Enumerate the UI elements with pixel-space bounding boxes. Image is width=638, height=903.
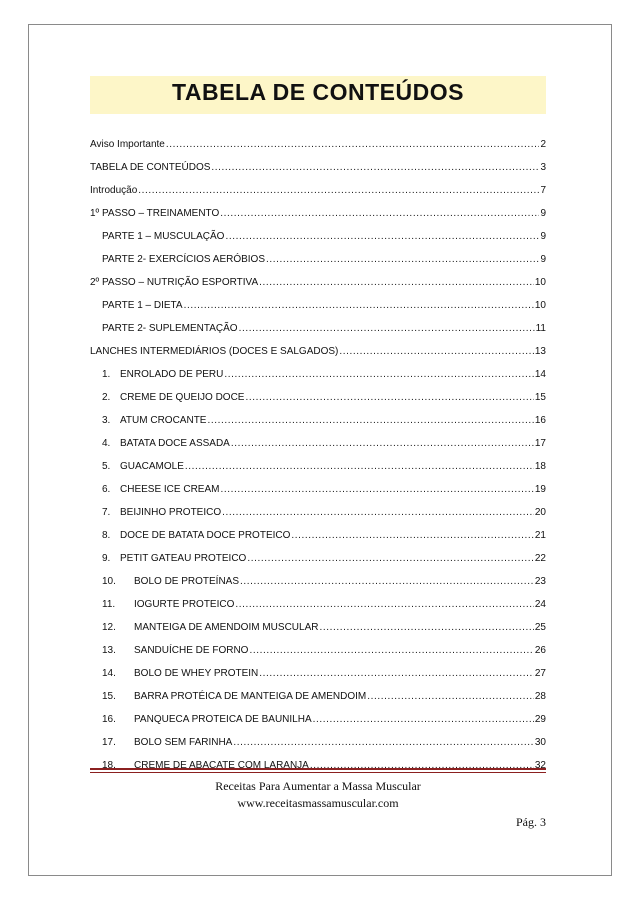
- toc-entry-number: 12.: [102, 622, 116, 633]
- toc-entry[interactable]: [90, 335, 546, 358]
- toc-entry-label: BOLO DE WHEY PROTEIN: [134, 668, 259, 679]
- toc-entry-page: 15: [534, 392, 546, 403]
- toc-entry-page: 9: [540, 254, 546, 265]
- toc-entry-page: 7: [540, 185, 546, 196]
- toc-entry-label: MANTEIGA DE AMENDOIM MUSCULAR: [134, 622, 319, 633]
- toc-leader-dots: [310, 760, 534, 772]
- toc-entry-label: BARRA PROTÉICA DE MANTEIGA DE AMENDOIM: [134, 691, 367, 702]
- toc-recipe-entry[interactable]: [90, 404, 546, 427]
- toc-recipe-entry[interactable]: [90, 726, 546, 749]
- toc-leader-dots: [138, 185, 539, 197]
- toc-entry-page: 20: [534, 507, 546, 518]
- toc-entry-label: GUACAMOLE: [120, 461, 184, 472]
- toc-recipe-entry[interactable]: [90, 427, 546, 450]
- toc-entry-number: 18.: [102, 760, 116, 771]
- toc-leader-dots: [184, 300, 534, 312]
- toc-entry-page: 26: [534, 645, 546, 656]
- toc-entry-page: 32: [534, 760, 546, 771]
- toc-entry-page: 22: [534, 553, 546, 564]
- toc-entry-page: 9: [540, 208, 546, 219]
- page-number: Pág. 3: [516, 815, 546, 829]
- toc-entry-label: ENROLADO DE PERU: [120, 369, 224, 380]
- toc-leader-dots: [220, 484, 533, 496]
- toc-entry-label: PARTE 2- EXERCÍCIOS AERÓBIOS: [102, 254, 266, 265]
- toc-leader-dots: [231, 438, 534, 450]
- toc-entry-page: 25: [534, 622, 546, 633]
- toc-leader-dots: [185, 461, 534, 473]
- toc-entry-page: 11: [535, 323, 546, 334]
- toc-entry-page: 16: [534, 415, 546, 426]
- toc-entry-page: 24: [534, 599, 546, 610]
- toc-entry-number: 8.: [102, 530, 111, 541]
- toc-entry[interactable]: [90, 128, 546, 151]
- toc-entry-number: 15.: [102, 691, 116, 702]
- toc-leader-dots: [259, 277, 534, 289]
- toc-entry[interactable]: [90, 151, 546, 174]
- toc-entry-label: 2º PASSO – NUTRIÇÃO ESPORTIVA: [90, 277, 259, 288]
- toc-entry-number: 5.: [102, 461, 111, 472]
- page-title: TABELA DE CONTEÚDOS: [172, 79, 464, 105]
- toc-entry-number: 2.: [102, 392, 111, 403]
- toc-leader-dots: [220, 208, 539, 220]
- toc-recipe-entry[interactable]: [90, 519, 546, 542]
- toc-subentry[interactable]: [90, 312, 546, 335]
- toc-entry-page: 10: [534, 300, 546, 311]
- toc-leader-dots: [225, 231, 539, 243]
- toc-entry-number: 3.: [102, 415, 111, 426]
- toc-recipe-entry[interactable]: [90, 450, 546, 473]
- toc-entry-label: IOGURTE PROTEICO: [134, 599, 235, 610]
- toc-entry-number: 9.: [102, 553, 111, 564]
- toc-leader-dots: [224, 369, 534, 381]
- toc-leader-dots: [319, 622, 533, 634]
- toc-entry-number: 16.: [102, 714, 116, 725]
- toc-entry-page: 2: [540, 139, 546, 150]
- toc-recipe-entry[interactable]: [90, 680, 546, 703]
- toc-entry[interactable]: [90, 174, 546, 197]
- toc-entry-label: 1º PASSO – TREINAMENTO: [90, 208, 220, 219]
- toc-entry-page: 30: [534, 737, 546, 748]
- toc-entry-label: PARTE 1 – DIETA: [102, 300, 183, 311]
- toc-entry-page: 17: [534, 438, 546, 449]
- toc-recipe-entry[interactable]: [90, 634, 546, 657]
- toc-entry[interactable]: [90, 266, 546, 289]
- footer-website: www.receitasmassamuscular.com: [237, 796, 399, 810]
- toc-entry-number: 10.: [102, 576, 116, 587]
- toc-entry-label: CREME DE QUEIJO DOCE: [120, 392, 245, 403]
- toc-entry-page: 13: [534, 346, 546, 357]
- toc-entry-page: 29: [534, 714, 546, 725]
- toc-entry-label: DOCE DE BATATA DOCE PROTEICO: [120, 530, 291, 541]
- toc-leader-dots: [249, 645, 533, 657]
- toc-leader-dots: [166, 139, 540, 151]
- toc-entry-page: 23: [534, 576, 546, 587]
- toc-leader-dots: [239, 323, 535, 335]
- footer-book-title: Receitas Para Aumentar a Massa Muscular: [215, 779, 421, 793]
- toc-entry-number: 1.: [102, 369, 111, 380]
- toc-entry-label: BOLO DE PROTEÍNAS: [134, 576, 240, 587]
- toc-leader-dots: [233, 737, 534, 749]
- toc-entry-label: PARTE 1 – MUSCULAÇÃO: [102, 231, 225, 242]
- toc-entry-label: LANCHES INTERMEDIÁRIOS (DOCES E SALGADOS): [90, 346, 339, 357]
- toc-leader-dots: [313, 714, 534, 726]
- toc-recipe-entry[interactable]: [90, 381, 546, 404]
- toc-entry-page: 18: [534, 461, 546, 472]
- toc-subentry[interactable]: [90, 220, 546, 243]
- toc-entry-label: PETIT GATEAU PROTEICO: [120, 553, 247, 564]
- toc-entry-number: 6.: [102, 484, 111, 495]
- toc-entry-label: SANDUÍCHE DE FORNO: [134, 645, 249, 656]
- toc-entry-label: Introdução: [90, 185, 138, 196]
- toc-recipe-entry[interactable]: [90, 703, 546, 726]
- toc-leader-dots: [211, 162, 539, 174]
- toc-entry-label: BEIJINHO PROTEICO: [120, 507, 222, 518]
- toc-entry-number: 14.: [102, 668, 116, 679]
- toc-entry-page: 28: [534, 691, 546, 702]
- toc-entry-page: 21: [534, 530, 546, 541]
- toc-recipe-entry[interactable]: [90, 473, 546, 496]
- toc-entry-number: 11.: [102, 599, 116, 610]
- toc-entry-label: TABELA DE CONTEÚDOS: [90, 162, 211, 173]
- toc-entry-number: 4.: [102, 438, 111, 449]
- toc-leader-dots: [367, 691, 534, 703]
- toc-leader-dots: [259, 668, 534, 680]
- toc-entry-page: 3: [540, 162, 546, 173]
- toc-entry-label: CREME DE ABACATE COM LARANJA: [134, 760, 309, 771]
- toc-entry-label: PANQUECA PROTEICA DE BAUNILHA: [134, 714, 312, 725]
- toc-entry-number: 13.: [102, 645, 116, 656]
- table-of-contents: [90, 128, 546, 772]
- toc-leader-dots: [235, 599, 533, 611]
- toc-entry-label: Aviso Importante: [90, 139, 165, 150]
- footer-rule-thin: [90, 772, 546, 773]
- toc-entry-page: 9: [540, 231, 546, 242]
- toc-entry-label: ATUM CROCANTE: [120, 415, 207, 426]
- toc-leader-dots: [291, 530, 533, 542]
- toc-recipe-entry[interactable]: [90, 588, 546, 611]
- toc-entry-label: BOLO SEM FARINHA: [134, 737, 233, 748]
- toc-leader-dots: [339, 346, 533, 358]
- toc-subentry[interactable]: [90, 289, 546, 312]
- toc-entry-label: BATATA DOCE ASSADA: [120, 438, 230, 449]
- toc-leader-dots: [240, 576, 534, 588]
- toc-entry-label: PARTE 2- SUPLEMENTAÇÃO: [102, 323, 238, 334]
- toc-entry-page: 19: [534, 484, 546, 495]
- toc-recipe-entry[interactable]: [90, 358, 546, 381]
- toc-recipe-entry[interactable]: [90, 542, 546, 565]
- toc-entry-page: 27: [534, 668, 546, 679]
- toc-leader-dots: [222, 507, 534, 519]
- toc-recipe-entry[interactable]: [90, 565, 546, 588]
- toc-recipe-entry[interactable]: [90, 657, 546, 680]
- toc-subentry[interactable]: [90, 243, 546, 266]
- toc-recipe-entry[interactable]: [90, 496, 546, 519]
- toc-entry-number: 7.: [102, 507, 111, 518]
- footer-rule-thick: [90, 768, 546, 770]
- toc-entry[interactable]: [90, 197, 546, 220]
- toc-entry-number: 17.: [102, 737, 116, 748]
- toc-leader-dots: [266, 254, 539, 266]
- toc-entry-page: 10: [534, 277, 546, 288]
- toc-entry-page: 14: [534, 369, 546, 380]
- toc-leader-dots: [207, 415, 533, 427]
- toc-recipe-entry[interactable]: [90, 611, 546, 634]
- toc-entry-label: CHEESE ICE CREAM: [120, 484, 220, 495]
- toc-leader-dots: [245, 392, 533, 404]
- toc-leader-dots: [247, 553, 534, 565]
